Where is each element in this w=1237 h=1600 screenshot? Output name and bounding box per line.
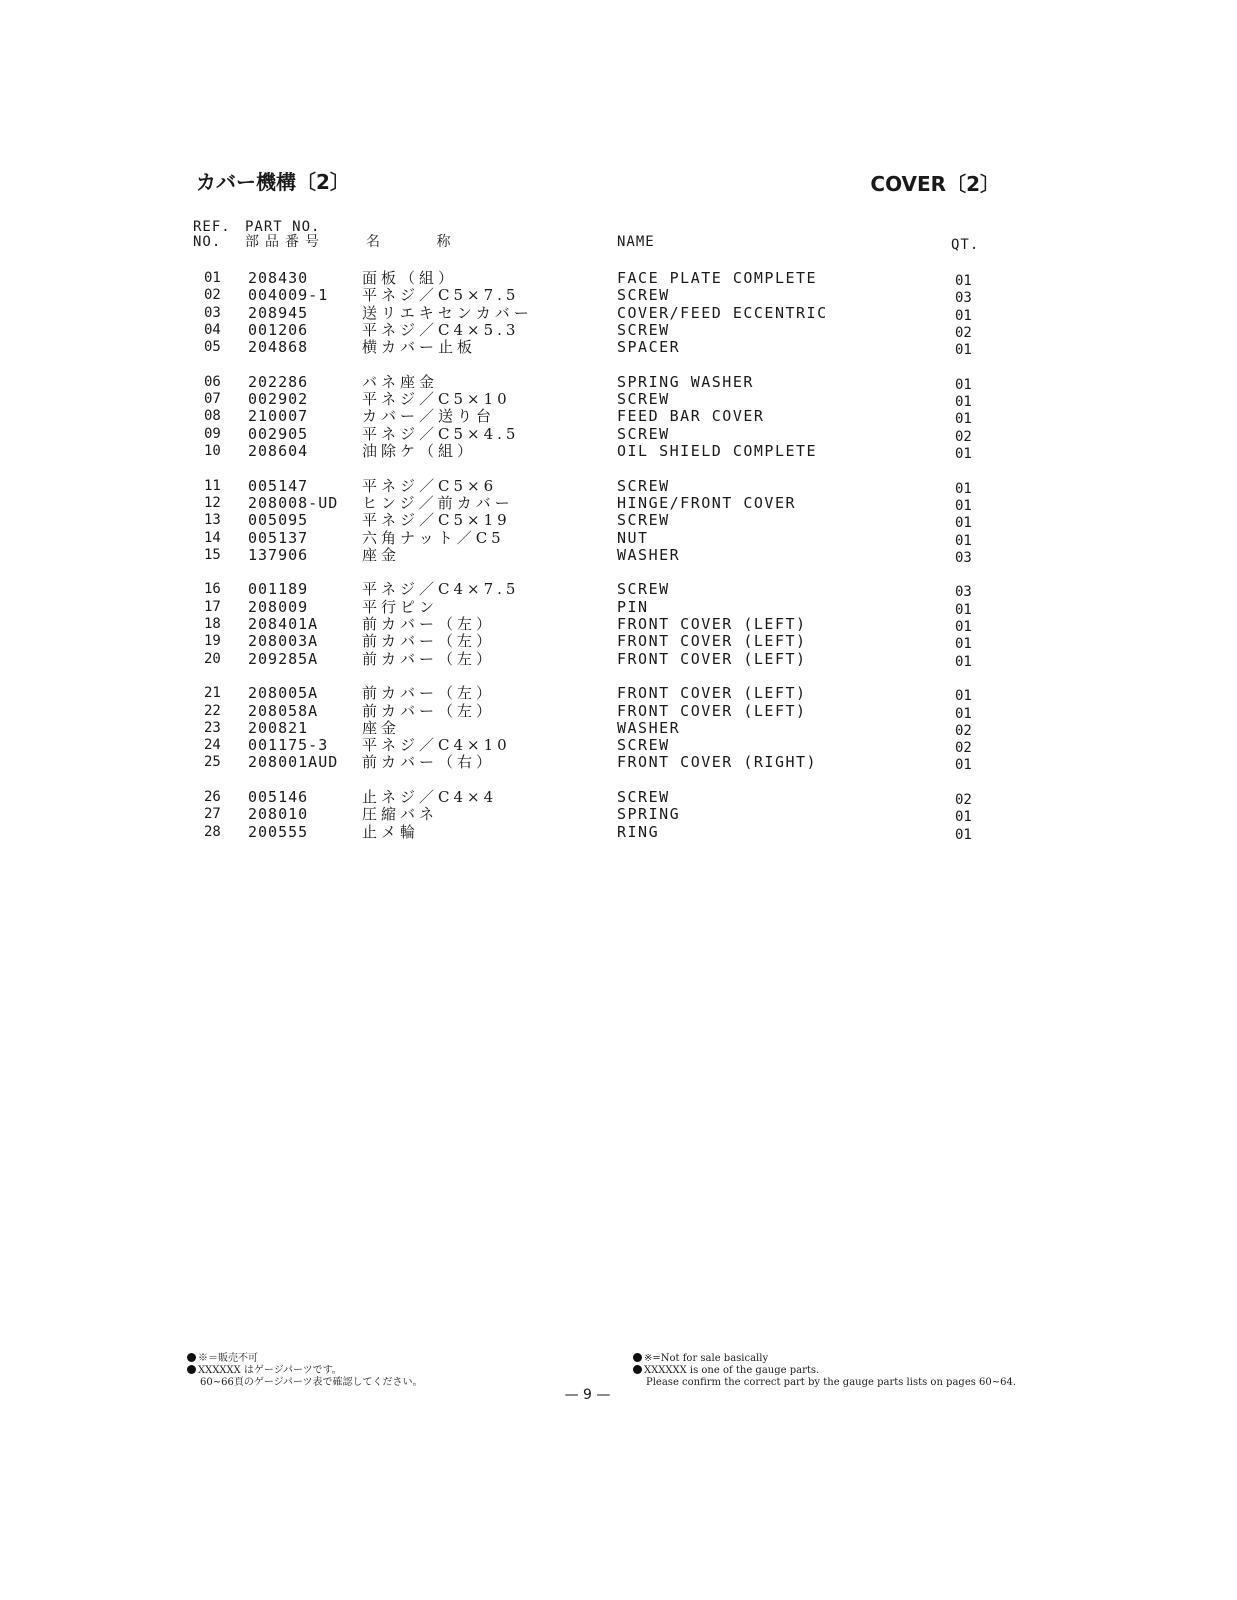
name-cell: SPRING WASHER [617,372,754,391]
jp-name-cell: 送リエキセンカバー [362,303,533,322]
ref-cell: 17 [204,598,221,615]
part-number-cell: 001189 [248,580,309,599]
qty-cell: 03 [955,549,972,566]
name-cell: SCREW [617,320,670,339]
qty-cell: 01 [955,307,972,324]
name-cell: FRONT COVER (RIGHT) [617,753,818,772]
footer-en-line2: XXXXXX is one of the gauge parts. [644,1365,820,1376]
table-row [0,632,1237,653]
ref-cell: 05 [204,339,221,356]
part-number-cell: 001206 [248,320,309,339]
footer-jp-line3: 60~66頁のゲージパーツ表で確認してください。 [200,1377,423,1388]
table-row [0,426,1237,443]
footer-en-line3: Please confirm the correct part by the gauge parts lists on pages 60~64. [646,1377,1017,1388]
part-number-cell: 200821 [248,718,309,737]
part-number-cell: 208945 [248,303,309,322]
name-cell: FRONT COVER (LEFT) [617,684,807,703]
table-row [0,374,1237,391]
part-number-cell: 137906 [248,545,309,564]
table-row [0,390,1237,411]
table-row [0,580,1237,601]
qty-cell: 01 [955,757,972,774]
qty-cell: 03 [955,290,972,307]
jp-name-cell: カバー／送り台 [362,407,496,426]
name-cell: SCREW [617,286,670,305]
jp-name-cell: ヒンジ／前カバー [362,493,514,512]
ref-cell: 28 [204,823,221,840]
qty-cell: 03 [955,584,972,601]
ref-cell: 26 [204,789,221,805]
table-row [0,305,1237,322]
name-cell: COVER/FEED ECCENTRIC [617,303,828,322]
jp-name-cell: 面板（組） [362,269,458,287]
qty-cell: 01 [955,688,972,705]
name-cell: HINGE/FRONT COVER [617,493,797,512]
bullet-icon [633,1365,642,1374]
jp-name-cell: 六角ナット／C5 [362,528,505,547]
jp-name-cell: 平行ピン [362,597,439,616]
table-row [0,478,1237,495]
name-cell: SPRING [617,805,681,824]
part-number-cell: 005146 [248,788,309,806]
bullet-icon [633,1353,642,1362]
name-cell: RING [617,822,660,841]
table-row [0,270,1237,287]
table-row [0,753,1237,774]
qty-cell: 01 [955,705,972,722]
footer-jp-line2: XXXXXX はゲージパーツです。 [198,1365,342,1376]
part-number-cell: 002902 [248,390,309,409]
name-cell: SCREW [617,736,670,755]
jp-name-cell: 止メ輪 [362,822,420,841]
part-number-cell: 208005A [248,684,319,703]
jp-name-cell: 平ネジ／C5×7.5 [362,286,520,305]
ref-header-line2: NO. [193,234,222,250]
part-number-cell: 208430 [248,269,309,287]
ref-cell: 06 [204,373,221,390]
ref-cell: 16 [204,581,221,598]
ref-cell: 08 [204,408,221,425]
bullet-icon [187,1365,196,1374]
ref-cell: 20 [204,650,221,667]
ref-cell: 15 [204,546,221,563]
ref-cell: 27 [204,806,221,823]
jp-name-cell: バネ座金 [362,372,439,391]
ref-header-line1: REF. [193,219,231,235]
table-row [0,495,1237,512]
table-row [0,322,1237,339]
name-cell: FRONT COVER (LEFT) [617,649,807,668]
part-number-cell: 005147 [248,476,309,495]
part-number-cell: 208009 [248,597,309,616]
part-number-cell: 200555 [248,822,309,841]
name-cell: PIN [617,597,649,616]
part-number-cell: 208001AUD [248,753,339,772]
page-number: — 9 — [564,1387,611,1403]
jp-name-cell: 油除ケ（組） [362,442,477,460]
qty-cell: 02 [955,324,972,341]
name-cell: FEED BAR COVER [617,407,765,426]
part-number-cell: 202286 [248,372,309,391]
page-title-en: COVER〔2〕 [870,172,1000,196]
ref-cell: 13 [204,512,221,529]
name-cell: OIL SHIELD COMPLETE [617,442,818,460]
ref-cell: 24 [204,737,221,754]
ref-cell: 10 [204,443,221,459]
ref-cell: 25 [204,754,221,771]
qty-cell: 01 [955,446,972,462]
jp-name-cell: 前カバー（左） [362,649,496,668]
ref-cell: 07 [204,391,221,408]
part-header-line1: PART NO. [245,219,321,235]
table-row [0,286,1237,307]
jp-name-cell: 平ネジ／C5×10 [362,390,511,409]
table-row [0,407,1237,428]
name-cell: SCREW [617,390,670,409]
jp-name-cell: 座金 [362,718,401,737]
ref-cell: 11 [204,477,221,494]
part-header-line2: 部品番号 [245,234,325,250]
ref-cell: 03 [204,304,221,321]
footer-notes-jp [187,1353,423,1389]
jp-name-cell: 前カバー（左） [362,632,496,651]
jp-name-cell: 前カバー（右） [362,753,496,772]
table-row [0,651,1237,668]
ref-cell: 09 [204,425,221,442]
jp-name-cell: 平ネジ／C5×4.5 [362,424,520,443]
ref-cell: 04 [204,321,221,338]
name-cell: FRONT COVER (LEFT) [617,632,807,651]
jp-name-cell: 前カバー（左） [362,701,496,720]
name-cell: SPACER [617,338,681,357]
table-row [0,805,1237,826]
part-number-cell: 004009-1 [248,286,329,305]
qty-cell: 01 [955,619,972,635]
page-title-jp: カバー機構〔2〕 [196,170,350,194]
qty-cell: 01 [955,394,972,411]
name-cell: SCREW [617,580,670,599]
table-row [0,824,1237,841]
jp-name-cell: 前カバー（左） [362,615,496,633]
table-row [0,616,1237,633]
jp-name-cell: 横カバー止板 [362,338,477,357]
qty-cell: 01 [955,826,972,843]
footer-notes-en [633,1353,1016,1389]
table-row [0,599,1237,616]
jp-name-cell: 座金 [362,545,401,564]
ref-cell: 21 [204,685,221,702]
name-cell: NUT [617,528,649,547]
jp-name-cell: 圧縮バネ [362,805,439,824]
part-number-cell: 204868 [248,338,309,357]
part-number-cell: 208010 [248,805,309,824]
ref-cell: 14 [204,529,221,546]
ref-cell: 22 [204,702,221,719]
ref-cell: 19 [204,633,221,650]
qty-cell: 02 [955,792,972,808]
name-cell: WASHER [617,718,681,737]
ref-cell: 18 [204,616,221,632]
part-number-cell: 209285A [248,649,319,668]
qty-cell: 01 [955,376,972,393]
qty-cell: 01 [955,273,972,289]
bullet-icon [187,1353,196,1362]
qty-cell: 01 [955,497,972,514]
qty-cell: 01 [955,636,972,653]
jp-name-cell: 止ネジ／C4×4 [362,788,498,806]
ref-cell: 02 [204,287,221,304]
qty-cell: 01 [955,411,972,428]
name-cell: SCREW [617,424,670,443]
qty-column-header: QT. [951,237,980,253]
part-number-cell: 208401A [248,615,319,633]
qty-cell: 02 [955,740,972,757]
table-row [0,443,1237,460]
table-row [0,703,1237,720]
name-column-header: NAME [617,234,655,250]
table-row [0,736,1237,757]
ref-cell: 01 [204,270,221,286]
qty-cell: 01 [955,342,972,359]
ref-cell: 23 [204,719,221,736]
part-number-cell: 002905 [248,424,309,443]
table-row [0,789,1237,806]
ref-cell: 12 [204,494,221,511]
name-cell: FRONT COVER (LEFT) [617,615,807,633]
name-cell: FRONT COVER (LEFT) [617,701,807,720]
table-row [0,684,1237,705]
table-row [0,547,1237,564]
jp-name-cell: 平ネジ／C5×6 [362,476,498,495]
part-number-cell: 208058A [248,701,319,720]
name-cell: WASHER [617,545,681,564]
name-cell: SCREW [617,476,670,495]
part-number-cell: 005095 [248,511,309,530]
qty-cell: 01 [955,653,972,670]
name-cell: SCREW [617,511,670,530]
jp-name-cell: 前カバー（左） [362,684,496,703]
qty-cell: 01 [955,532,972,549]
qty-cell: 01 [955,480,972,497]
qty-cell: 01 [955,809,972,826]
table-row [0,338,1237,359]
jp-name-cell: 平ネジ／C4×7.5 [362,580,520,599]
part-number-cell: 208008-UD [248,493,339,512]
jp-name-cell: 平ネジ／C4×5.3 [362,320,520,339]
part-number-cell: 001175-3 [248,736,329,755]
name-cell: SCREW [617,788,670,806]
part-number-cell: 208003A [248,632,319,651]
qty-cell: 02 [955,722,972,739]
footer-en-line1: ※=Not for sale basically [644,1353,769,1364]
part-number-cell: 208604 [248,442,309,460]
qty-cell: 01 [955,515,972,532]
jp-name-cell: 平ネジ／C5×19 [362,511,511,530]
jp-name-column-header: 名 称 [366,234,477,250]
qty-cell: 01 [955,601,972,618]
qty-cell: 02 [955,428,972,445]
name-cell: FACE PLATE COMPLETE [617,269,818,287]
footer-jp-line1: ※＝販売不可 [198,1353,258,1364]
part-number-cell: 210007 [248,407,309,426]
part-number-cell: 005137 [248,528,309,547]
jp-name-cell: 平ネジ／C4×10 [362,736,511,755]
table-row [0,530,1237,547]
table-row [0,511,1237,532]
table-row [0,720,1237,737]
